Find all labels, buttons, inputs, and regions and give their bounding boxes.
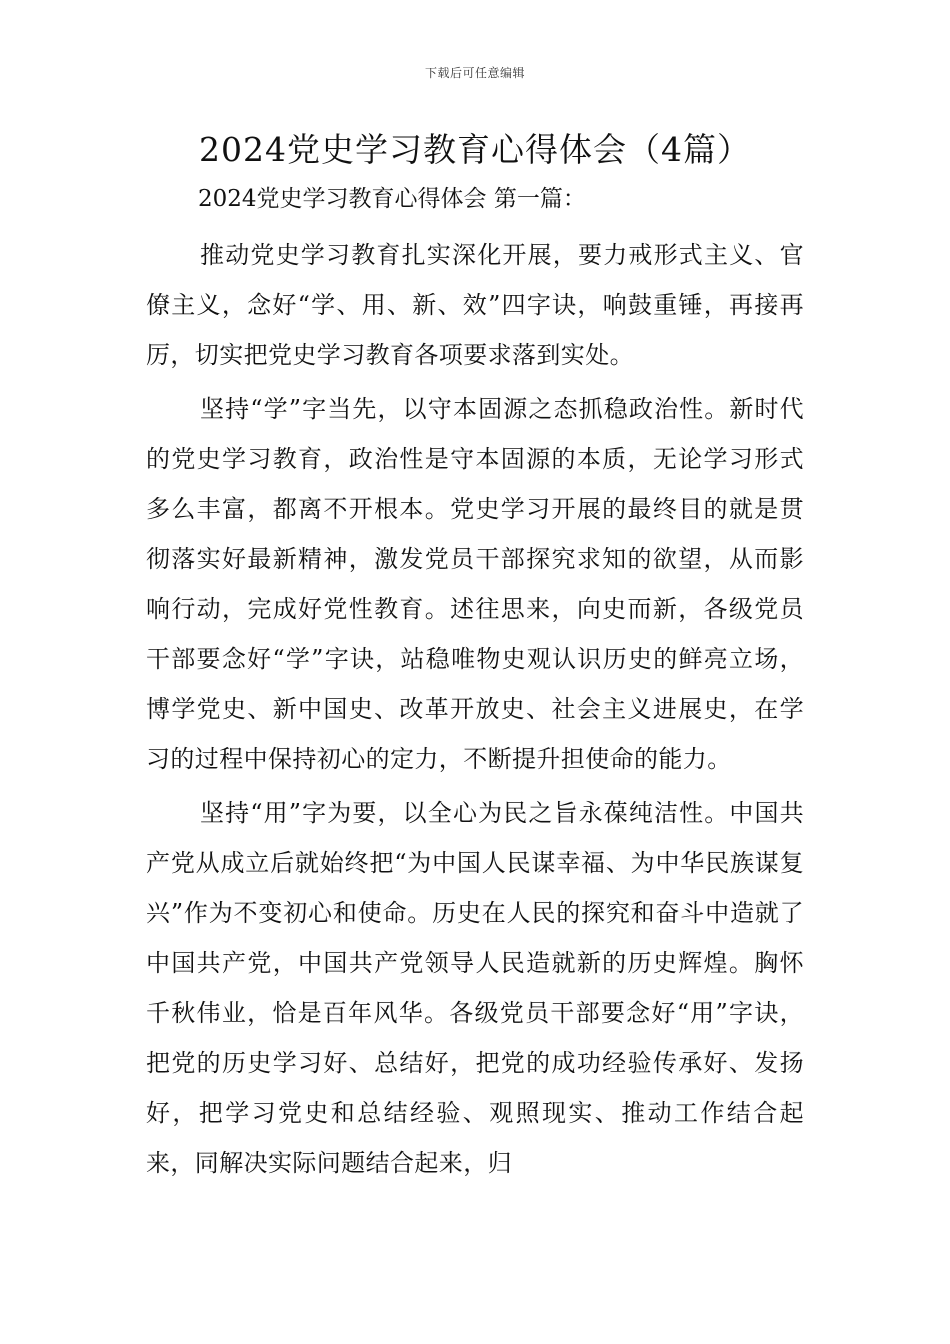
- paragraph-2: 坚持“学”字当先，以守本固源之态抓稳政治性。新时代的党史学习教育，政治性是守本固源的本质，无论学习形式多么丰富，都离不开根本。党史学习开展的最终目的就是贯彻落实好最新精神，激发党员干部探究求知的欲望，从而影响行动，完成好党性教育。述往思来，向史而新，各级党员干部要念好“学”字诀，站稳唯物史观认识历史的鲜亮立场，博学党史、新中国史、改革开放史、社会主义进展史，在学习的过程中保持初心的定力，不断提升担使命的能力。: [146, 395, 804, 773]
- page-title: 2024党史学习教育心得体会（4篇）: [199, 130, 751, 169]
- header-note: 下载后可任意编辑: [424, 66, 525, 80]
- section-heading: 2024党史学习教育心得体会 第一篇：: [198, 186, 586, 212]
- body-text: [146, 230, 804, 1192]
- paragraph-1: 推动党史学习教育扎实深化开展，要力戒形式主义、官僚主义，念好“学、用、新、效”四字诀，响鼓重锤，再接再厉，切实把党史学习教育各项要求落到实处。: [146, 241, 804, 369]
- paragraph-3: 坚持“用”字为要，以全心为民之旨永葆纯洁性。中国共产党从成立后就始终把“为中国人民谋幸福、为中华民族谋复兴”作为不变初心和使命。历史在人民的探究和奋斗中造就了中国共产党，中国共产党领导人民造就新的历史辉煌。胸怀千秋伟业，恰是百年风华。各级党员干部要念好“用”字诀，把党的历史学习好、总结好，把党的成功经验传承好、发扬好，把学习党史和总结经验、观照现实、推动工作结合起来，同解决实际问题结合起来，归: [146, 799, 804, 1177]
